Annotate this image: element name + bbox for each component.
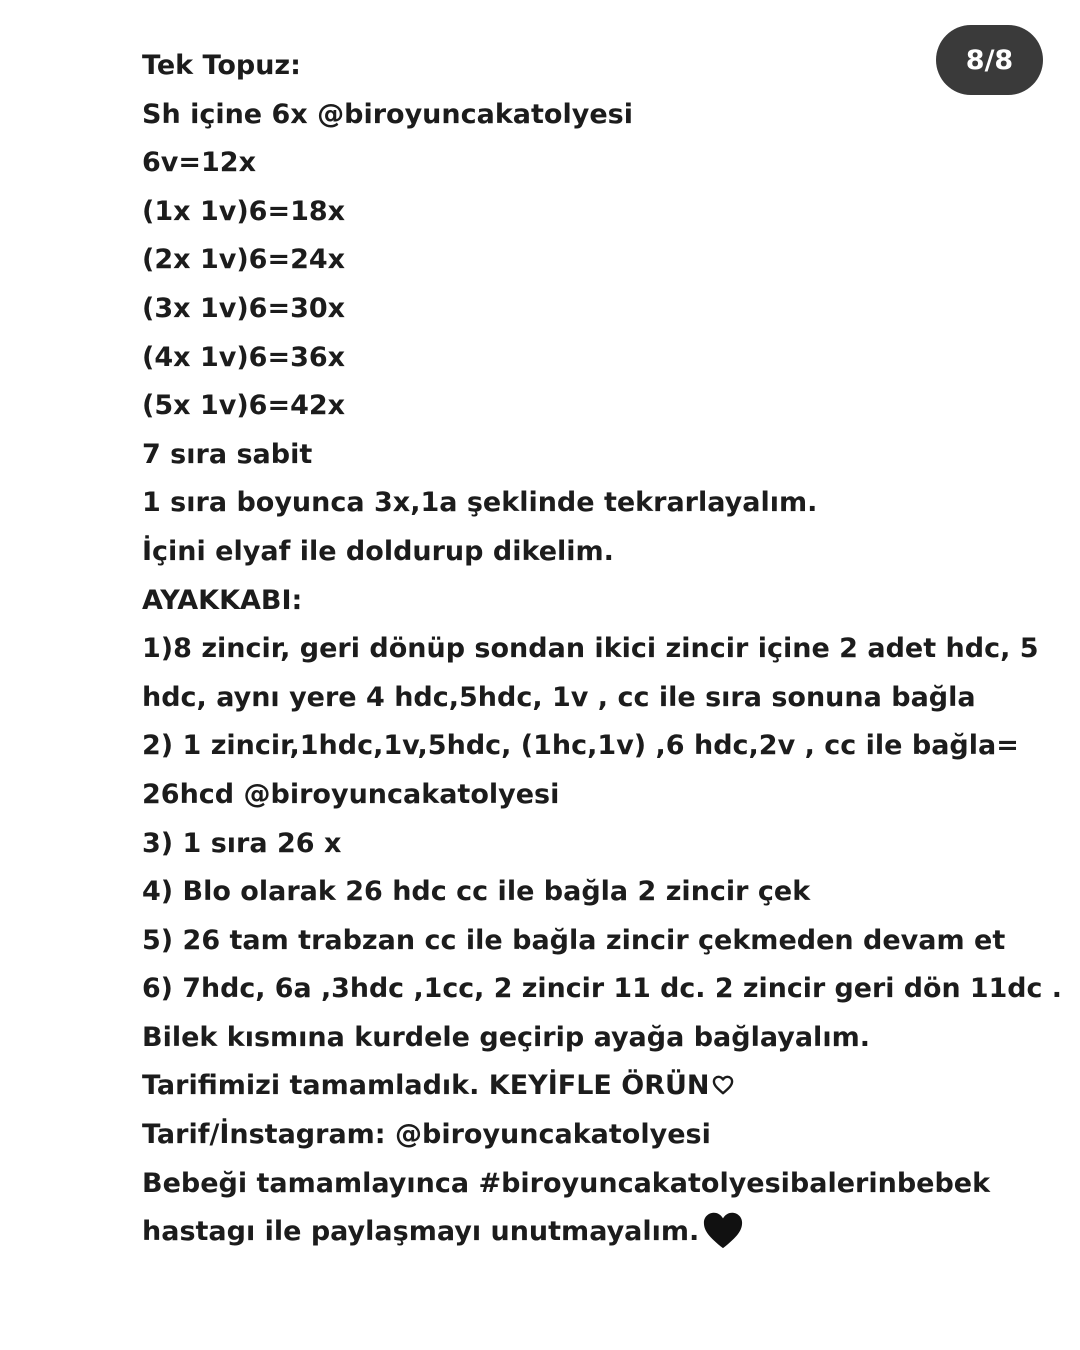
text-line: (5x 1v)6=42x (142, 390, 346, 422)
text-line: 4) Blo olarak 26 hdc cc ile bağla 2 zincir çek (142, 876, 811, 908)
heart-solid-icon (701, 1210, 745, 1250)
text-line: hdc, aynı yere 4 hdc,5hdc, 1v , cc ile sıra sonuna bağla (142, 681, 976, 713)
text-line: 7 sıra sabit (142, 438, 313, 470)
text-line: 3) 1 sıra 26 x (142, 827, 342, 859)
text-line: Tarif/İnstagram: @biroyuncakatolyesi (142, 1119, 711, 1151)
text-line: Bilek kısmına kurdele geçirip ayağa bağlayalım. (142, 1021, 870, 1053)
text-line: İçini elyaf ile doldurup dikelim. (142, 535, 614, 567)
text-line-label: Tarifimizi tamamladık. KEYİFLE ÖRÜN (142, 1070, 710, 1102)
heart-outline-icon (712, 1063, 734, 1083)
text-line: 2) 1 zincir,1hdc,1v,5hdc, (1hc,1v) ,6 hdc,2v , cc ile bağla= (142, 730, 1019, 762)
text-line: 6) 7hdc, 6a ,3hdc ,1cc, 2 zincir 11 dc. 2 zincir geri dön 11dc . (142, 973, 1062, 1005)
text-line-with-heart (142, 1062, 1062, 1111)
slide-counter: 8/8 (936, 25, 1043, 95)
section-title-ayakkabi: AYAKKABI: (142, 584, 303, 616)
text-line: 1)8 zincir, geri dönüp sondan ikici zincir içine 2 adet hdc, 5 (142, 633, 1039, 665)
text-line: Bebeği tamamlayınca #biroyuncakatolyesibalerinbebek (142, 1167, 991, 1199)
text-line: Sh içine 6x @biroyuncakatolyesi (142, 98, 633, 130)
text-line-with-heart (142, 1208, 1062, 1257)
text-line: 5) 26 tam trabzan cc ile bağla zincir çekmeden devam et (142, 924, 1006, 956)
text-line: (2x 1v)6=24x (142, 244, 346, 276)
text-line: 1 sıra boyunca 3x,1a şeklinde tekrarlayalım. (142, 487, 818, 519)
text-line: 26hcd @biroyuncakatolyesi (142, 778, 560, 810)
text-line: (3x 1v)6=30x (142, 292, 346, 324)
text-line: (4x 1v)6=36x (142, 341, 346, 373)
section-title-tek-topuz: Tek Topuz: (142, 50, 301, 81)
recipe-text (142, 42, 1062, 1257)
text-line: 6v=12x (142, 147, 256, 179)
text-line: (1x 1v)6=18x (142, 195, 346, 227)
text-line-label: hastagı ile paylaşmayı unutmayalım. (142, 1216, 700, 1248)
